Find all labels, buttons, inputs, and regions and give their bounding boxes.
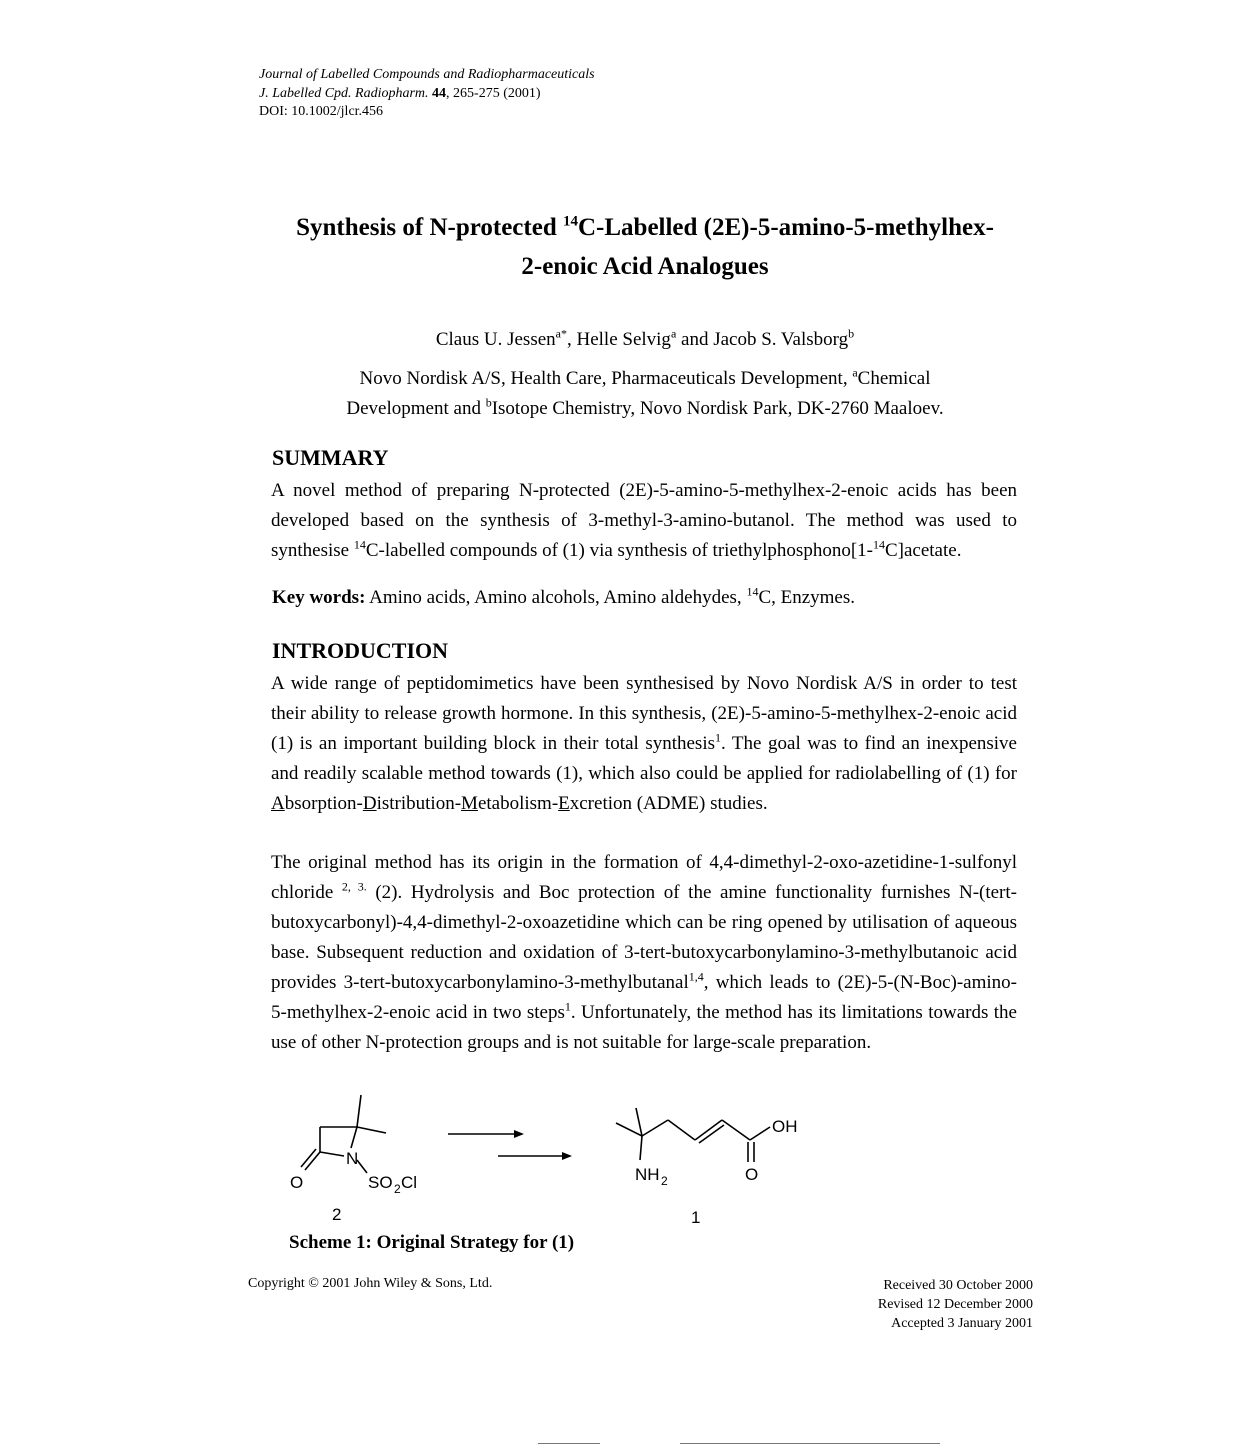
intro-p1-sup: 1 bbox=[715, 730, 721, 745]
affil-1-text: Novo Nordisk A/S, Health Care, Pharmaceuticals Development, bbox=[359, 368, 853, 389]
paper-title bbox=[250, 208, 1040, 286]
author-3-sup: b bbox=[848, 326, 855, 341]
introduction-heading: INTRODUCTION bbox=[272, 638, 449, 663]
affil-2-end: Isotope Chemistry, Novo Nordisk Park, DK-2760 Maaloev. bbox=[491, 398, 944, 419]
journal-doi: DOI: 10.1002/jlcr.456 bbox=[259, 104, 384, 119]
intro-paragraph-1 bbox=[271, 669, 1017, 819]
author-1: Claus U. Jessen bbox=[435, 329, 556, 350]
atom-o-1: O bbox=[745, 1165, 759, 1184]
intro-p2-sup-1: 2, 3. bbox=[341, 879, 367, 894]
scan-rule bbox=[680, 1443, 940, 1444]
affil-2-sup: b bbox=[485, 395, 492, 410]
summary-sup-1: 14 bbox=[353, 537, 366, 552]
copyright-notice: Copyright © 2001 John Wiley & Sons, Ltd. bbox=[248, 1276, 493, 1291]
affiliation-line-2 bbox=[250, 394, 1040, 424]
author-list bbox=[250, 326, 1040, 354]
intro-p2-text-b: (2). Hydrolysis and Boc protection of the amine functionality furnishes N-(tert-butoxycarbonyl)-4,4-dimethyl-2-oxoazetidine which can be ring opened by utilisation of aqueous base. Subsequent reduction and oxidation of 3-tert-butoxycarbonylamino-3-methylbutanoic acid provides 3-tert-butoxycarbonylamino-3-methylbutanal bbox=[271, 882, 1017, 993]
summary-paragraph bbox=[271, 476, 1017, 566]
author-3: and Jacob S. Valsborg bbox=[676, 329, 849, 350]
revised-date: Revised 12 December 2000 bbox=[877, 1297, 1033, 1312]
summary-heading: SUMMARY bbox=[272, 445, 389, 470]
submission-dates bbox=[820, 1276, 1033, 1333]
author-2: , Helle Selvig bbox=[566, 329, 671, 350]
compound-2-structure bbox=[301, 1095, 386, 1173]
intro-paragraph-2 bbox=[271, 848, 1017, 1058]
atom-cl: Cl bbox=[401, 1173, 418, 1192]
summary-sup-2: 14 bbox=[872, 537, 885, 552]
adme-a: A bbox=[271, 793, 285, 814]
keywords bbox=[272, 584, 855, 612]
author-1-sup: a* bbox=[555, 326, 567, 341]
adme-d: D bbox=[362, 793, 377, 814]
affiliation bbox=[250, 364, 1040, 424]
author-2-sup: a bbox=[670, 326, 677, 341]
reaction-scheme bbox=[270, 1090, 830, 1230]
title-line-2: 2-enoic Acid Analogues bbox=[521, 253, 769, 280]
intro-p2-text-d: . Unfortunately, the method has its limitations towards the use of other N-protection groups and is not suitable for large-scale preparation. bbox=[271, 1002, 1017, 1053]
accepted-date: Accepted 3 January 2001 bbox=[891, 1316, 1033, 1331]
keywords-sup: 14 bbox=[746, 584, 759, 599]
reaction-arrow bbox=[448, 1130, 572, 1160]
summary-text-a: A novel method of preparing N-protected (2E)-5-amino-5-methylhex-2-enoic acids has been developed based on the synthesis of 3-methyl-3-amino-butanol. The method was used to synthesise bbox=[271, 480, 1017, 561]
summary-text-c: C]acetate. bbox=[884, 540, 962, 561]
keywords-text-b: C, Enzymes. bbox=[758, 587, 856, 608]
title-line-1 bbox=[250, 208, 1040, 247]
compound-1-label: 1 bbox=[691, 1208, 701, 1227]
affil-1-end: Chemical bbox=[857, 368, 931, 389]
intro-p1-text-b: . The goal was to find an inexpensive and readily scalable method towards (1), which also could be applied for radiolabelling of (1) for bbox=[271, 733, 1017, 784]
title-text-b: C-Labelled (2E)-5-amino-5-methylhex- bbox=[577, 214, 994, 241]
journal-name: Journal of Labelled Compounds and Radiopharmaceuticals bbox=[259, 67, 595, 82]
keywords-label: Key words: bbox=[272, 587, 366, 608]
intro-p2-sup-2: 1,4 bbox=[688, 969, 704, 984]
affiliation-line-1 bbox=[250, 364, 1040, 394]
title-text-a: Synthesis of N-protected bbox=[296, 214, 563, 241]
summary-text-b: C-labelled compounds of (1) via synthesis of triethylphosphono[1- bbox=[365, 540, 873, 561]
citation-prefix: J. Labelled Cpd. Radiopharm. bbox=[259, 85, 429, 101]
affil-2-text: Development and bbox=[346, 398, 486, 419]
affil-1-sup: a bbox=[852, 365, 858, 380]
atom-so: SO bbox=[368, 1173, 393, 1192]
compound-1-structure bbox=[616, 1108, 770, 1162]
citation-pages: , 265-275 (2001) bbox=[446, 85, 541, 101]
adme-1: bsorption- bbox=[284, 793, 363, 814]
adme-e: E bbox=[558, 793, 570, 814]
intro-p2-sup-3: 1 bbox=[564, 999, 571, 1014]
compound-2-label: 2 bbox=[332, 1205, 342, 1224]
atom-nh-sub: 2 bbox=[661, 1174, 668, 1188]
received-date: Received 30 October 2000 bbox=[883, 1278, 1033, 1293]
journal-header bbox=[259, 66, 595, 122]
scheme-caption: Scheme 1: Original Strategy for (1) bbox=[289, 1232, 575, 1253]
adme-3: etabolism- bbox=[477, 793, 559, 814]
title-sup: 14 bbox=[562, 213, 578, 230]
keywords-text-a: Amino acids, Amino alcohols, Amino aldehydes, bbox=[365, 587, 747, 608]
journal-citation bbox=[259, 85, 595, 104]
scan-rule bbox=[538, 1443, 600, 1444]
intro-p1-text-a: A wide range of peptidomimetics have been synthesised by Novo Nordisk A/S in order to test their ability to release growth hormone. In this synthesis, (2E)-5-amino-5-methylhex-2-enoic acid (1) is an important building block in their total synthesis bbox=[271, 673, 1017, 754]
atom-so-sub: 2 bbox=[394, 1182, 401, 1196]
atom-nh: NH bbox=[635, 1165, 660, 1184]
intro-p2-text-a: The original method has its origin in the formation of 4,4-dimethyl-2-oxo-azetidine-1-sulfonyl chloride bbox=[271, 852, 1017, 903]
atom-n: N bbox=[346, 1149, 359, 1168]
adme-m: M bbox=[461, 793, 478, 814]
citation-volume: 44 bbox=[432, 85, 447, 101]
adme-2: istribution- bbox=[376, 793, 462, 814]
atom-oh: OH bbox=[772, 1117, 798, 1136]
atom-o-2: O bbox=[290, 1173, 304, 1192]
intro-p2-text-c: , which leads to (2E)-5-(N-Boc)-amino-5-methylhex-2-enoic acid in two steps bbox=[271, 972, 1018, 1023]
adme-4: xcretion (ADME) studies. bbox=[569, 793, 768, 814]
